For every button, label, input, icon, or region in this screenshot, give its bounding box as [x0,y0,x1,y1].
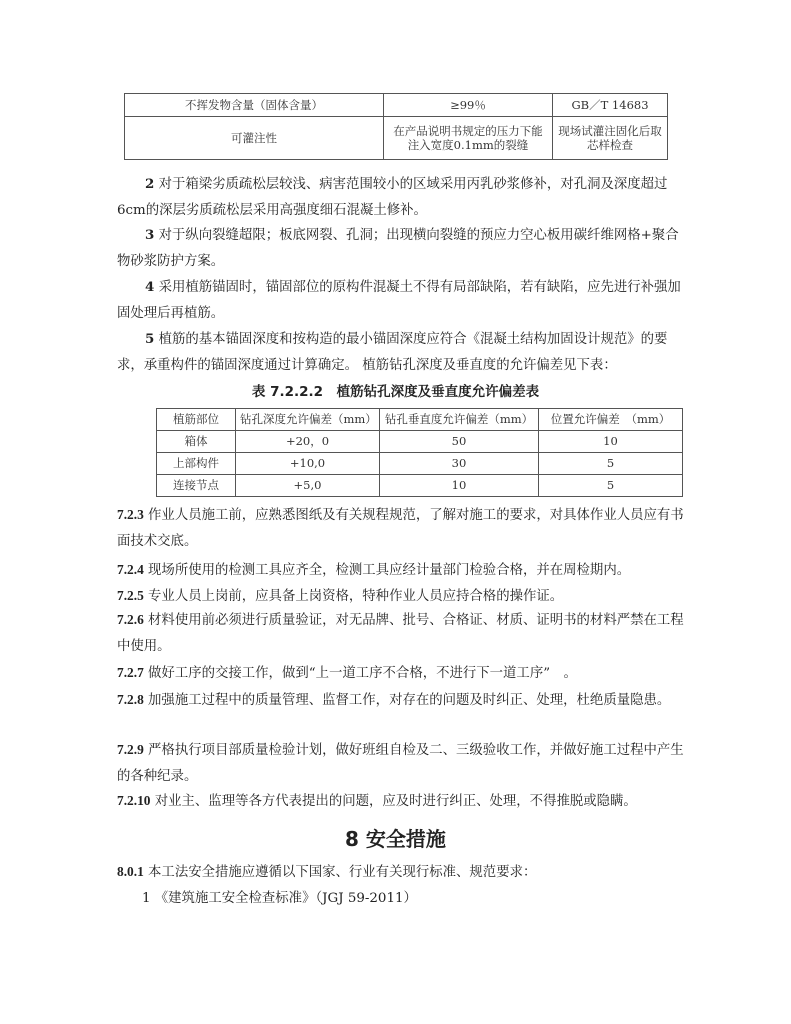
table-caption: 表 7.2.2.2 植筋钻孔深度及垂直度允许偏差表 [251,384,540,400]
paragraph-5: 5 植筋的基本锚固深度和按构造的最小锚固深度应符合《混凝土结构加固设计规范》的要求，承重构件的锚固深度通过计算确定。 植筋钻孔深度及垂直度的允许偏差见下表： [117,331,668,373]
paragraph-3: 3 对于纵向裂缝超限；板底网裂、孔洞；出现横向裂缝的预应力空心板用碳纤维网格+聚合物砂浆防护方案。 [117,227,679,269]
clause-7-2-4: 7.2.4 现场所使用的检测工具应齐全，检测工具应经计量部门检验合格，并在周检期内。 [117,562,631,578]
table-cell: +10,0 [236,453,380,475]
table-cell: +5,0 [236,475,380,497]
column-header: 钻孔垂直度允许偏差（mm） [380,409,539,431]
column-header: 钻孔深度允许偏差（mm） [236,409,380,431]
table-cell: 30 [380,453,539,475]
clause-7-2-10: 7.2.10 对业主、监理等各方代表提出的问题，应及时进行纠正、处理，不得推脱或隐瞒。 [117,793,637,809]
material-requirements-table [124,93,668,160]
paragraph-2: 2 对于箱梁劣质疏松层较浅、病害范围较小的区域采用丙乳砂浆修补，对孔洞及深度超过6cm的深层劣质疏松层采用高强度细石混凝土修补。 [117,176,668,218]
table-cell: 10 [539,431,683,453]
clause-8-0-1: 8.0.1 本工法安全措施应遵循以下国家、行业有关现行标准、规范要求： [117,864,537,880]
table-cell: 在产品说明书规定的压力下能注入宽度0.1mm的裂缝 [384,117,553,160]
table-row [125,117,668,160]
rebar-tolerance-table [156,408,683,497]
clause-7-2-8: 7.2.8 加强施工过程中的质量管理、监督工作，对存在的问题及时纠正、处理，杜绝质量隐患。 [117,692,671,708]
list-item: 1 《建筑施工安全检查标准》（JGJ 59-2011） [142,891,417,906]
clause-7-2-6: 7.2.6 材料使用前必须进行质量验证，对无品牌、批号、合格证、材质、证明书的材料严禁在工程中使用。 [117,612,684,654]
table-cell: 箱体 [157,431,236,453]
table-cell: 不挥发物含量（固体含量） [125,94,384,117]
table-row [125,94,668,117]
section-heading: 8 安全措施 [345,827,446,851]
table-cell: +20，0 [236,431,380,453]
table-cell: GB／T 14683 [553,94,668,117]
clause-7-2-3: 7.2.3 作业人员施工前，应熟悉图纸及有关规程规范，了解对施工的要求，对具体作业人员应有书面技术交底。 [117,507,684,549]
clause-7-2-7: 7.2.7 做好工序的交接工作，做到“上一道工序不合格，不进行下一道工序” 。 [117,665,577,681]
table-cell: 现场试灌注固化后取芯样检查 [553,117,668,160]
table-row [157,431,683,453]
table-row [157,475,683,497]
table-row [157,453,683,475]
table-cell: 10 [380,475,539,497]
table-cell: 5 [539,453,683,475]
clause-7-2-9: 7.2.9 严格执行项目部质量检验计划，做好班组自检及二、三级验收工作，并做好施工过程中产生的各种纪录。 [117,742,684,784]
column-header: 位置允许偏差 （mm） [539,409,683,431]
table-cell: 上部构件 [157,453,236,475]
table-header-row [157,409,683,431]
table-cell: 50 [380,431,539,453]
table-cell: 可灌注性 [125,117,384,160]
paragraph-4: 4 采用植筋锚固时，锚固部位的原构件混凝土不得有局部缺陷，若有缺陷，应先进行补强加固处理后再植筋。 [117,279,681,321]
column-header: 植筋部位 [157,409,236,431]
table-cell: 连接节点 [157,475,236,497]
clause-7-2-5: 7.2.5 专业人员上岗前，应具备上岗资格，特种作业人员应持合格的操作证。 [117,588,564,604]
table-cell: ≥99％ [384,94,553,117]
table-cell: 5 [539,475,683,497]
